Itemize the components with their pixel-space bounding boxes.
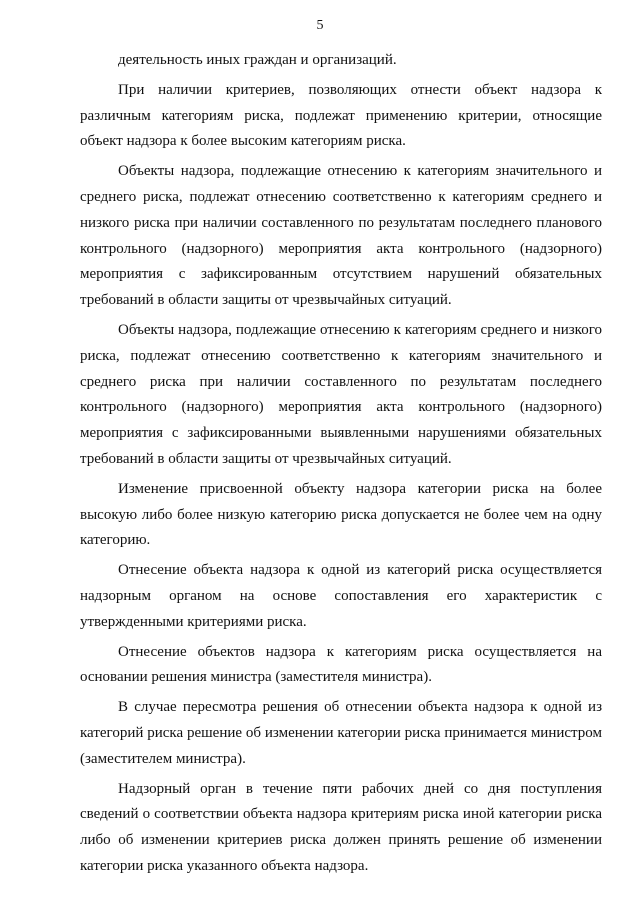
paragraph: При наличии критериев, позволяющих отнести объект надзора к различным категориям риска, подлежат применению критерии, относящие объект надзора к более высоким категориям риска. <box>80 81 602 150</box>
paragraph-continuation: деятельность иных граждан и организаций. <box>118 52 397 68</box>
document-body <box>80 48 602 884</box>
paragraph: Надзорный орган в течение пяти рабочих дней со дня поступления сведений о соответствии объекта надзора критериям риска иной категории риска либо об изменении критериев риска должен принять решение об изменении категории риска указанного объекта надзора. <box>80 780 602 874</box>
paragraph: Изменение присвоенной объекту надзора категории риска на более высокую либо более низкую категорию риска допускается не более чем на одну категорию. <box>80 480 602 549</box>
paragraph: В случае пересмотра решения об отнесении объекта надзора к одной из категорий риска решение об изменении категории риска принимается министром (заместителем министра). <box>80 699 602 767</box>
page-number: 5 <box>316 18 324 33</box>
paragraph: Отнесение объекта надзора к одной из категорий риска осуществляется надзорным органом на основе сопоставления его характеристик с утвержденными критериями риска. <box>80 562 602 630</box>
paragraph: Объекты надзора, подлежащие отнесению к категориям значительного и среднего риска, подлежат отнесению соответственно к категориям среднего и низкого риска при наличии составленного по результатам последнего планового контрольного (надзорного) мероприятия акта контрольного (надзорного) мероприятия с зафиксированным отсутствием нарушений обязательных требований в области защиты от чрезвычайных ситуаций. <box>80 163 602 309</box>
paragraph: Отнесение объектов надзора к категориям риска осуществляется на основании решения министра (заместителя министра). <box>80 643 602 686</box>
paragraph: Объекты надзора, подлежащие отнесению к категориям среднего и низкого риска, подлежат отнесению соответственно к категориям значительного и среднего риска при наличии составленного по результатам последнего контрольного (надзорного) мероприятия акта контрольного (надзорного) мероприятия с зафиксированными выявленными нарушениями обязательных требований в области защиты от чрезвычайных ситуаций. <box>80 321 602 467</box>
